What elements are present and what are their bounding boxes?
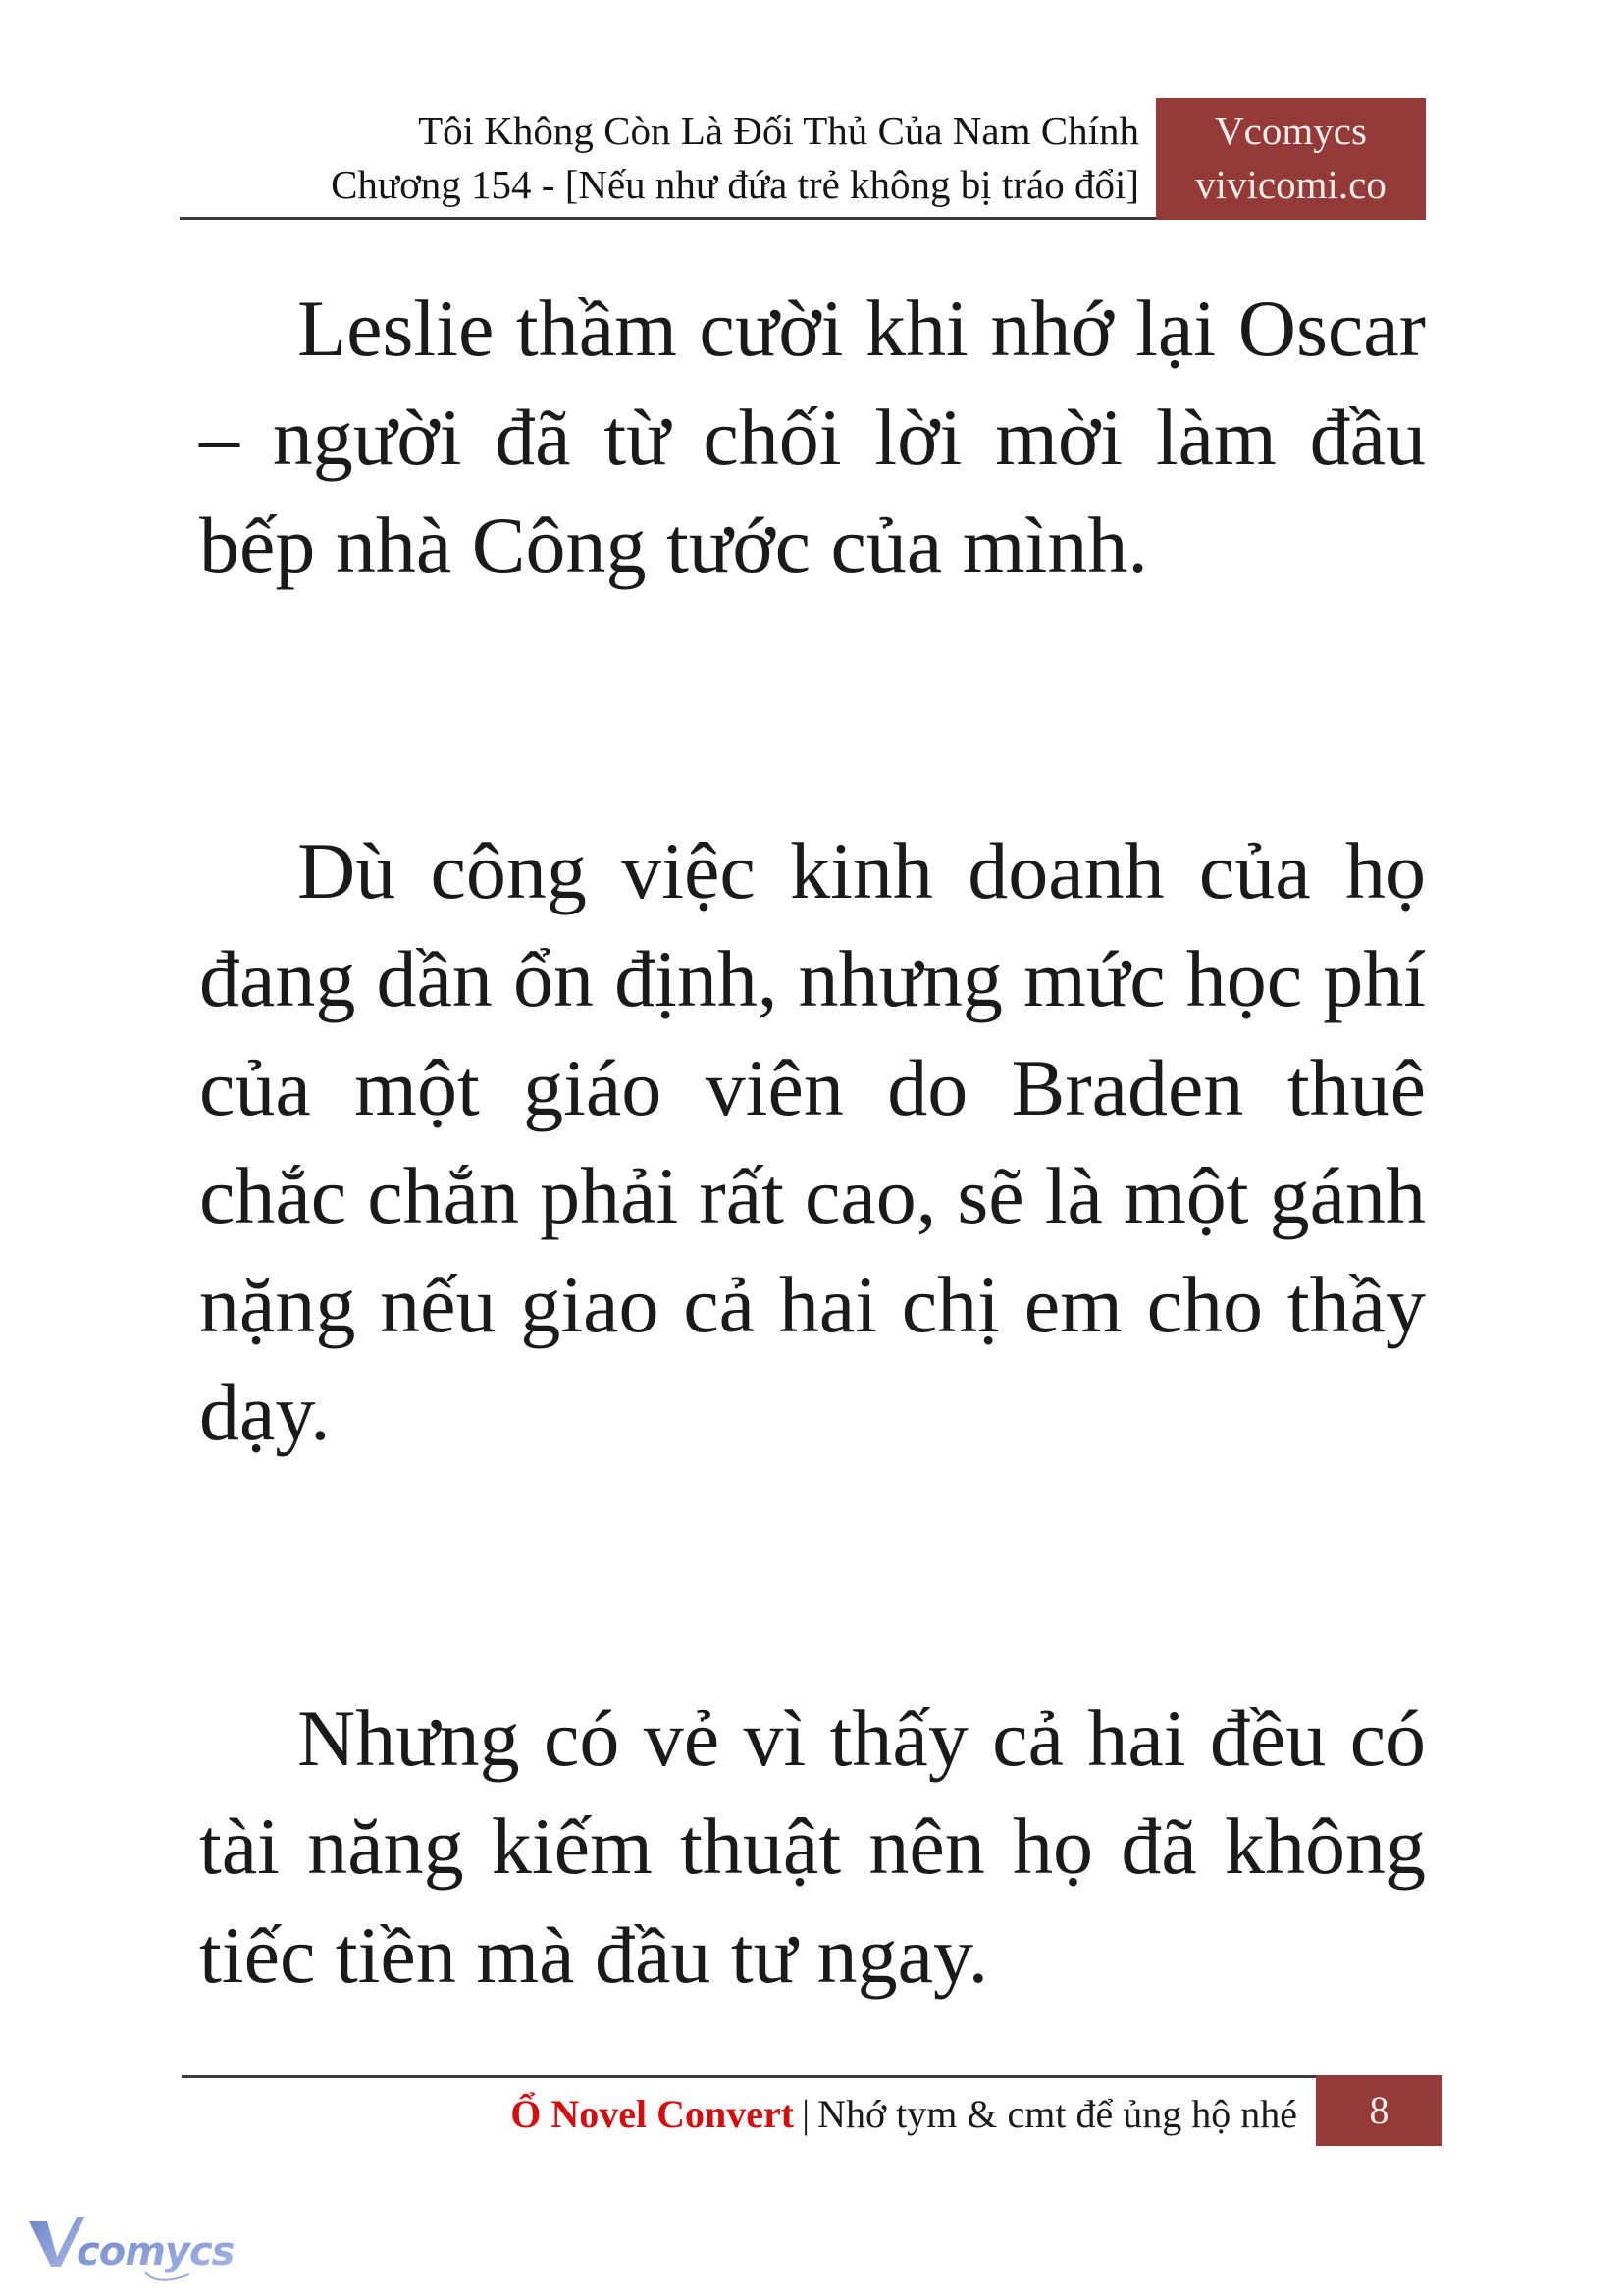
brand-badge [1156,98,1426,220]
footer-brand: Ổ Novel Convert [510,2092,795,2136]
header-divider [180,217,1157,220]
vcomycs-logo-icon [27,2216,248,2284]
page-footer [182,2075,1442,2149]
paragraph: Leslie thầm cười khi nhớ lại Oscar – người đã từ chối lời mời làm đầu bếp nhà Công tước của mình. [199,284,1426,590]
footer-divider [182,2075,1320,2078]
novel-title: Tôi Không Còn Là Đối Thủ Của Nam Chính [418,108,1139,153]
brand-name: Vcomycs [1215,108,1367,153]
page-body [199,275,1426,2009]
footer-text [510,2087,1297,2141]
header-title [331,104,1139,212]
watermark-text: comycs [77,2229,235,2274]
paragraph: Nhưng có vẻ vì thấy cả hai đều có tài năng kiếm thuật nên họ đã không tiếc tiền mà đầu tư ngay. [199,1693,1426,2000]
watermark-logo [27,2216,248,2284]
page-header [180,98,1426,219]
footer-separator: | [802,2092,811,2136]
chapter-title: Chương 154 - [Nếu như đứa trẻ không bị tráo đổi] [331,162,1139,207]
page-number: 8 [1316,2075,1442,2146]
brand-url: vivicomi.co [1195,162,1387,207]
paragraph: Dù công việc kinh doanh của họ đang dần ổn định, nhưng mức học phí của một giáo viên do Braden thuê chắc chắn phải rất cao, sẽ là một gánh nặng nếu giao cả hai chị em cho thầy dạy. [199,825,1426,1457]
footer-note: Nhớ tym & cmt để ủng hộ nhé [817,2092,1297,2136]
